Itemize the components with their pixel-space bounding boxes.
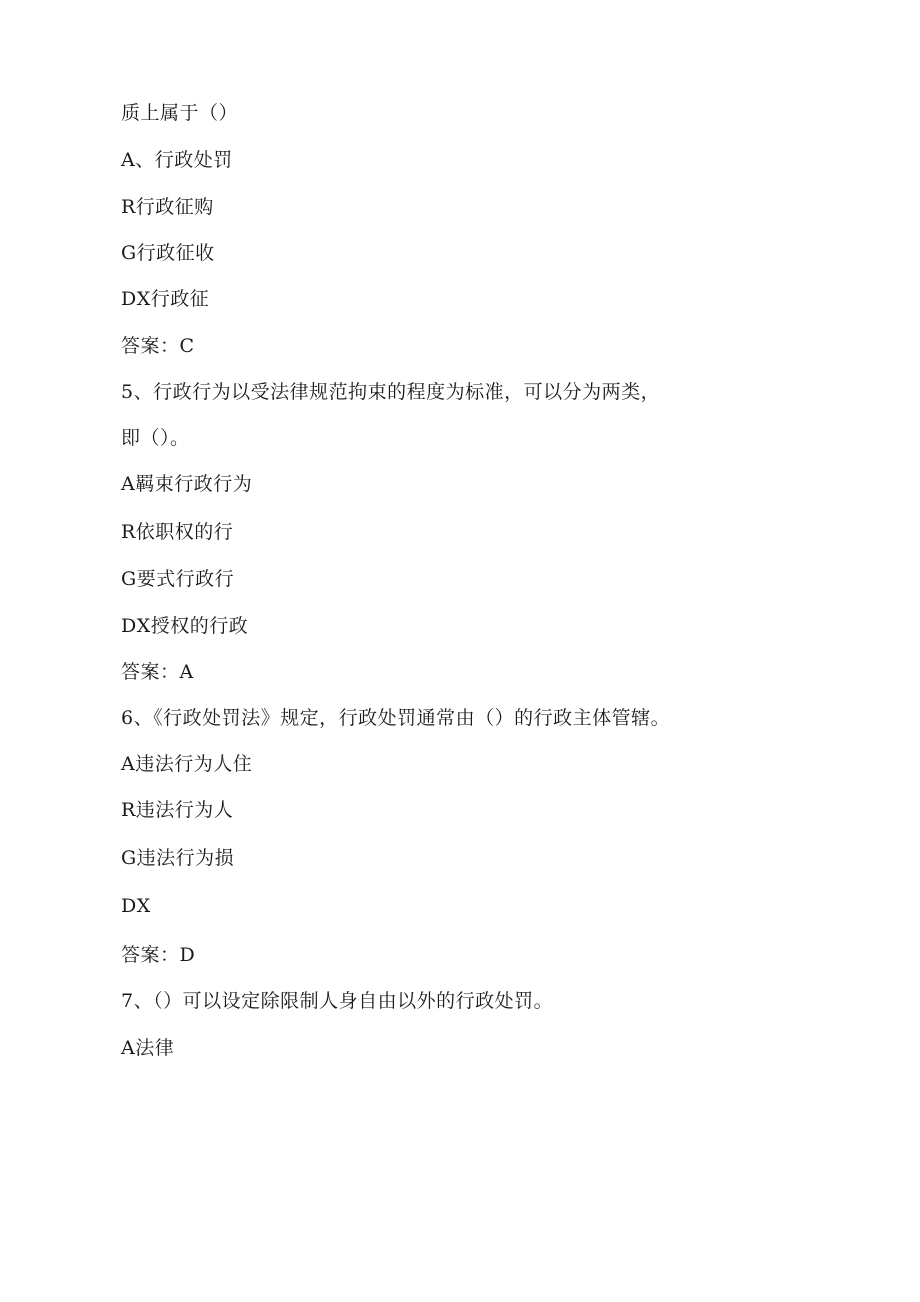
question-4-answer: 答案：C xyxy=(121,335,195,357)
question-6-option-a: A违法行为人住 xyxy=(121,753,253,775)
question-4-option-c: G行政征收 xyxy=(121,242,215,264)
question-4-option-d: DX行政征 xyxy=(121,288,210,310)
question-7-option-a: A法律 xyxy=(121,1037,175,1059)
question-6-option-c: G违法行为损 xyxy=(121,847,235,869)
question-6-option-d: DX xyxy=(121,895,151,917)
question-5-option-a: A羁束行政行为 xyxy=(121,473,253,495)
question-5-option-b: R依职权的行 xyxy=(121,521,234,543)
question-6-answer: 答案：D xyxy=(121,944,196,966)
question-5-stem-line-2: 即（）。 xyxy=(121,427,190,449)
question-5-option-d: DX授权的行政 xyxy=(121,615,249,637)
question-4-option-a: A、行政处罚 xyxy=(121,149,233,171)
question-7-stem: 7、（）可以设定除限制人身自由以外的行政处罚。 xyxy=(121,990,554,1012)
question-6-stem: 6、《行政处罚法》规定，行政处罚通常由（）的行政主体管辖。 xyxy=(121,707,671,729)
question-6-option-b: R违法行为人 xyxy=(121,799,234,821)
question-5-option-c: G要式行政行 xyxy=(121,568,235,590)
question-5-answer: 答案：A xyxy=(121,661,194,683)
question-4-stem-tail: 质上属于（） xyxy=(121,102,239,124)
question-5-stem-line-1: 5、行政行为以受法律规范拘束的程度为标准，可以分为两类， xyxy=(121,381,661,403)
question-4-option-b: R行政征购 xyxy=(121,196,214,218)
